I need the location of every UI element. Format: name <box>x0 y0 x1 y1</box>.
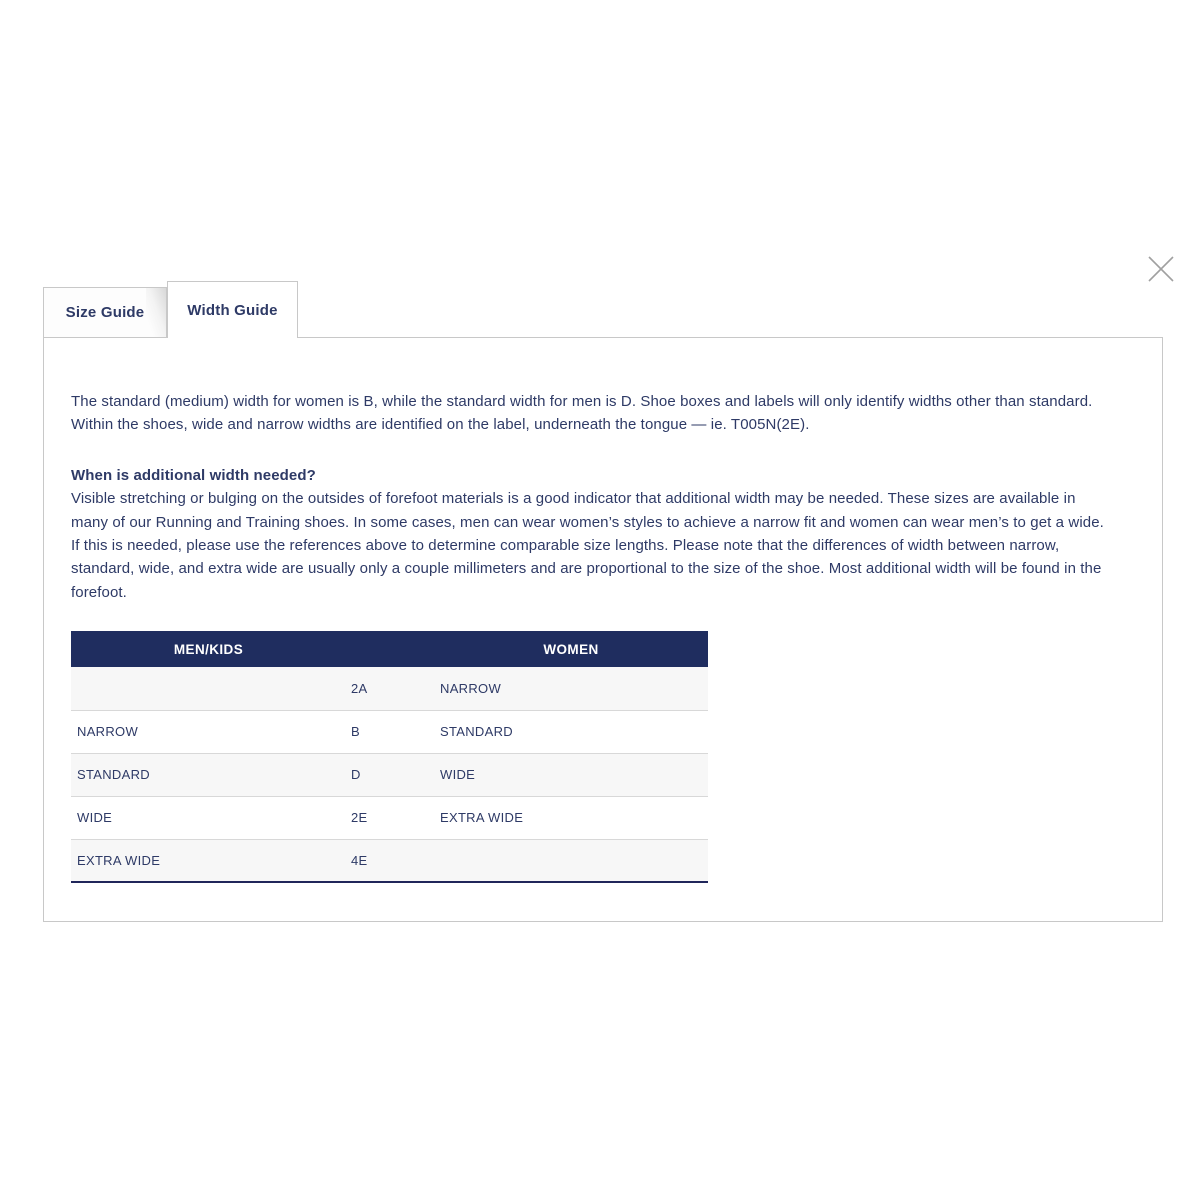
tab-width-guide[interactable] <box>167 281 298 338</box>
section-heading: When is additional width needed? <box>71 466 316 484</box>
table-cell: EXTRA WIDE <box>71 839 346 882</box>
table-cell: WIDE <box>434 753 708 796</box>
table-cell: 2A <box>346 667 434 710</box>
table-header-row <box>71 631 708 667</box>
close-icon <box>1145 253 1177 285</box>
width-table-body <box>71 667 708 882</box>
tab-size-guide[interactable] <box>43 287 167 338</box>
table-cell: 4E <box>346 839 434 882</box>
table-row <box>71 839 708 882</box>
table-header-cell-men-kids: MEN/KIDS <box>71 631 346 667</box>
width-guide-panel <box>43 337 1163 922</box>
table-cell <box>434 839 708 882</box>
table-cell <box>71 667 346 710</box>
table-header-cell-women: WOMEN <box>434 631 708 667</box>
table-cell: NARROW <box>71 710 346 753</box>
table-header-cell-empty <box>346 631 434 667</box>
table-cell: NARROW <box>434 667 708 710</box>
tab-width-guide-label: Width Guide <box>187 301 278 319</box>
table-cell: STANDARD <box>434 710 708 753</box>
section-body-text: Visible stretching or bulging on the outsides of forefoot materials is a good indicator that additional width may be needed. These sizes are available in many of our Running and Training shoes. In some cases, men can wear women’s styles to achieve a narrow fit and women can wear men’s to get a wide. If this is needed, please use the references above to determine comparable size lengths. Please note that the differences of width between narrow, standard, wide, and extra wide are usually only a couple millimeters and are proportional to the size of the shoe. Most additional width will be found in the forefoot. <box>71 490 1104 601</box>
table-row <box>71 753 708 796</box>
width-table-header <box>71 631 708 667</box>
table-cell: 2E <box>346 796 434 839</box>
close-button[interactable] <box>1143 251 1179 287</box>
table-row <box>71 667 708 710</box>
table-cell: B <box>346 710 434 753</box>
intro-text: The standard (medium) width for women is B, while the standard width for men is D. Shoe boxes and labels will only identify widths other than standard. Within the shoes, wide and narrow widths are identified on the label, underneath the tongue — ie. T005N(2E). <box>71 393 1093 434</box>
tab-size-guide-label: Size Guide <box>65 304 145 321</box>
table-row <box>71 710 708 753</box>
table-cell: D <box>346 753 434 796</box>
table-cell: WIDE <box>71 796 346 839</box>
table-cell: STANDARD <box>71 753 346 796</box>
table-row <box>71 796 708 839</box>
width-guide-content <box>44 338 1162 883</box>
table-cell: EXTRA WIDE <box>434 796 708 839</box>
width-table <box>71 631 708 883</box>
